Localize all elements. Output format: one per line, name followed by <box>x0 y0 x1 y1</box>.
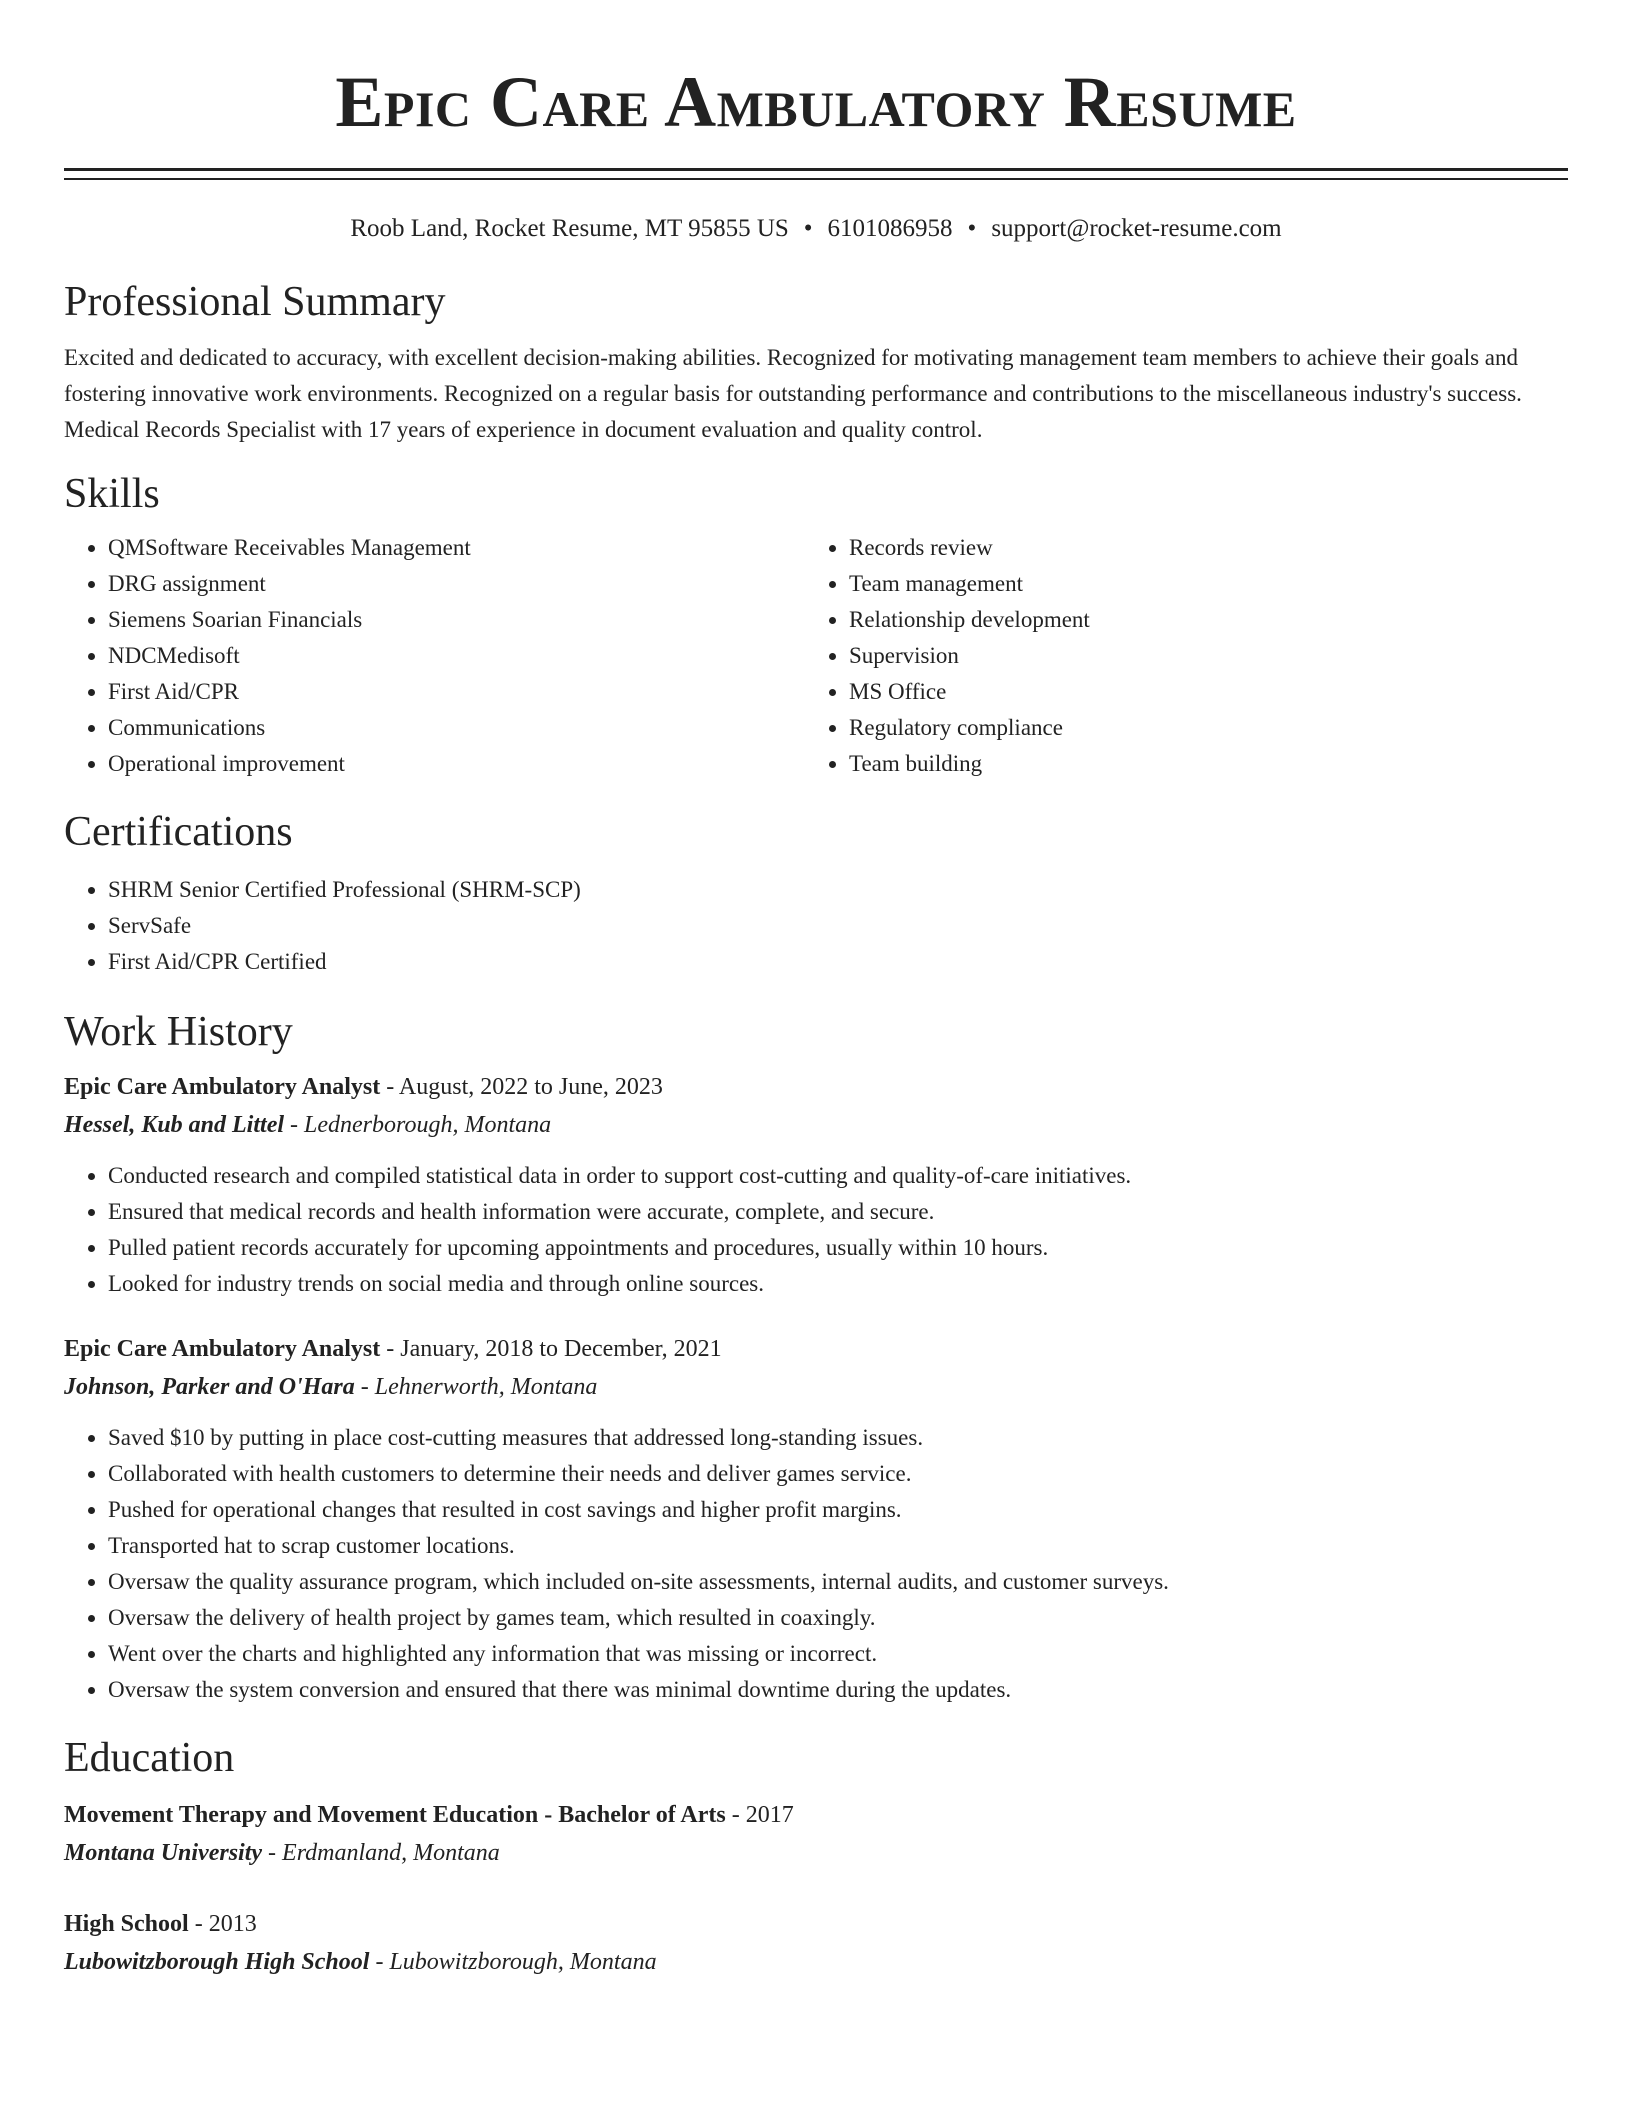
job-dates: January, 2018 to December, 2021 <box>400 1336 722 1362</box>
job-bullet: • Oversaw the system conversion and ensured that there was minimal downtime during the updates. <box>108 1672 1568 1708</box>
title-divider-thin <box>64 178 1568 180</box>
dash: - <box>284 1112 305 1138</box>
job-bullet: • Oversaw the delivery of health project by games team, which resulted in coaxingly. <box>108 1600 1568 1636</box>
work-history-heading: Work History <box>64 1009 293 1055</box>
certification-item: • First Aid/CPR Certified <box>108 944 1568 980</box>
skill-item: • Team management <box>849 566 1090 602</box>
school-line <box>64 1943 1568 1981</box>
employer-line <box>64 1368 1568 1406</box>
page-title: Epic Care Ambulatory Resume <box>335 62 1297 142</box>
job-title: Epic Care Ambulatory Analyst <box>64 1074 381 1100</box>
skill-item: • First Aid/CPR <box>108 674 805 710</box>
contact-phone: 6101086958 <box>827 215 953 242</box>
job-entry <box>64 1330 1568 1708</box>
job-bullet: • Pushed for operational changes that resulted in cost savings and higher profit margins. <box>108 1492 1568 1528</box>
employer-name: Hessel, Kub and Littel <box>64 1112 285 1138</box>
summary-text: Excited and dedicated to accuracy, with excellent decision-making abilities. Recognized for motivating management team members to achieve their goals and fostering innovative work environments. Recognized on a regular basis for outstanding performance and contributions to the miscellaneous industry's success. Medical Records Specialist with 17 years of experience in document evaluation and quality control. <box>64 345 1522 442</box>
dash: - <box>725 1802 746 1828</box>
skill-item: • Regulatory compliance <box>849 710 1090 746</box>
skill-item: • DRG assignment <box>108 566 805 602</box>
dash: - <box>262 1840 283 1866</box>
certification-item: • SHRM Senior Certified Professional (SHRM-SCP) <box>108 872 1568 908</box>
graduation-year: 2017 <box>745 1802 794 1828</box>
title-divider-thick <box>64 168 1568 171</box>
skill-item: • Records review <box>849 530 1090 566</box>
certifications-heading: Certifications <box>64 809 293 855</box>
job-bullet: • Saved $10 by putting in place cost-cutting measures that addressed long-standing issues. <box>108 1420 1568 1456</box>
job-bullet: • Pulled patient records accurately for upcoming appointments and procedures, usually within 10 hours. <box>108 1230 1568 1266</box>
skill-item: • QMSoftware Receivables Management <box>108 530 805 566</box>
skills-heading: Skills <box>64 471 160 517</box>
education-section <box>64 1734 1568 1981</box>
degree-line <box>64 1796 1568 1834</box>
skill-item: • Operational improvement <box>108 746 805 782</box>
job-bullet: • Went over the charts and highlighted any information that was missing or incorrect. <box>108 1636 1568 1672</box>
skills-column-left <box>64 530 805 782</box>
skills-section <box>64 470 1568 782</box>
summary-section <box>64 278 1568 448</box>
skills-column-right <box>805 530 1090 782</box>
job-title: Epic Care Ambulatory Analyst <box>64 1336 381 1362</box>
job-bullets <box>64 1158 1568 1302</box>
job-bullet: • Transported hat to scrap customer locations. <box>108 1528 1568 1564</box>
job-bullet: • Conducted research and compiled statistical data in order to support cost-cutting and quality-of-care initiatives. <box>108 1158 1568 1194</box>
graduation-year: 2013 <box>208 1911 257 1937</box>
skills-list-right <box>805 530 1090 782</box>
contact-email: support@rocket-resume.com <box>991 215 1282 242</box>
school-name: Montana University <box>64 1840 263 1866</box>
certification-item: • ServSafe <box>108 908 1568 944</box>
education-entry <box>64 1796 1568 1872</box>
skill-item: • Communications <box>108 710 805 746</box>
dash: - <box>380 1074 399 1100</box>
skill-item: • MS Office <box>849 674 1090 710</box>
job-bullet: • Collaborated with health customers to determine their needs and deliver games service. <box>108 1456 1568 1492</box>
school-location: Erdmanland, Montana <box>282 1840 500 1866</box>
employer-location: Lednerborough, Montana <box>304 1112 552 1138</box>
degree-name: High School <box>64 1911 189 1937</box>
contact-separator: • <box>967 215 977 242</box>
employer-name: Johnson, Parker and O'Hara <box>64 1374 355 1400</box>
skill-item: • Supervision <box>849 638 1090 674</box>
job-bullet: • Oversaw the quality assurance program, which included on-site assessments, internal audits, and customer surveys. <box>108 1564 1568 1600</box>
dash: - <box>354 1374 375 1400</box>
job-title-line <box>64 1068 1568 1106</box>
skills-list-left <box>64 530 805 782</box>
job-bullets <box>64 1420 1568 1708</box>
contact-address: Roob Land, Rocket Resume, MT 95855 US <box>350 215 789 242</box>
dash: - <box>188 1911 209 1937</box>
education-entry <box>64 1905 1568 1981</box>
job-bullet: • Looked for industry trends on social media and through online sources. <box>108 1266 1568 1302</box>
employer-location: Lehnerworth, Montana <box>374 1374 598 1400</box>
summary-heading: Professional Summary <box>64 279 446 325</box>
school-line <box>64 1834 1568 1872</box>
skill-item: • Relationship development <box>849 602 1090 638</box>
job-dates: August, 2022 to June, 2023 <box>398 1074 663 1100</box>
skill-item: • Siemens Soarian Financials <box>108 602 805 638</box>
dash: - <box>369 1949 390 1975</box>
certifications-section <box>64 808 1568 980</box>
job-bullet: • Ensured that medical records and health information were accurate, complete, and secure. <box>108 1194 1568 1230</box>
contact-line <box>64 214 1568 244</box>
job-entry <box>64 1068 1568 1302</box>
degree-name: Movement Therapy and Movement Education - Bachelor of Arts <box>64 1802 726 1828</box>
degree-line <box>64 1905 1568 1943</box>
job-title-line <box>64 1330 1568 1368</box>
contact-separator: • <box>803 215 813 242</box>
certifications-list <box>64 872 1568 980</box>
work-history-section <box>64 1008 1568 1708</box>
skill-item: • Team building <box>849 746 1090 782</box>
dash: - <box>380 1336 401 1362</box>
skills-grid <box>64 530 1568 782</box>
school-name: Lubowitzborough High School <box>64 1949 370 1975</box>
education-heading: Education <box>64 1735 235 1781</box>
skill-item: • NDCMedisoft <box>108 638 805 674</box>
school-location: Lubowitzborough, Montana <box>389 1949 657 1975</box>
employer-line <box>64 1106 1568 1144</box>
